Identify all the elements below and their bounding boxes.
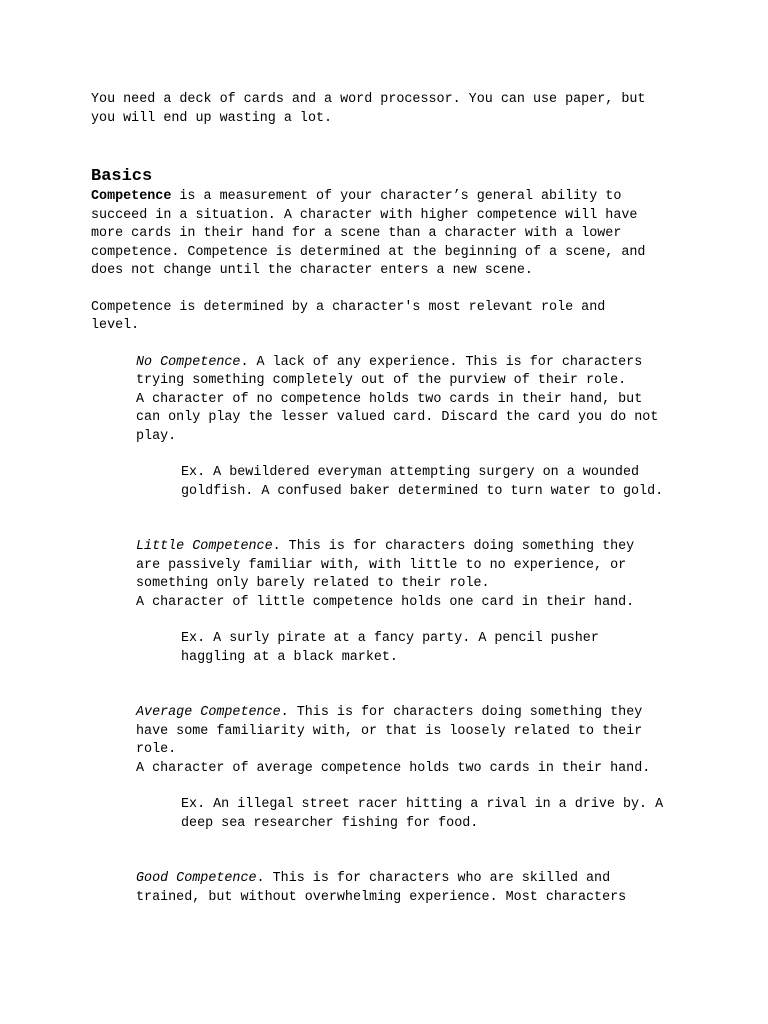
example-little-competence bbox=[181, 630, 701, 667]
example-line: Ex. An illegal street racer hitting a rival in a drive by. A bbox=[181, 797, 664, 812]
level-little-competence bbox=[136, 538, 696, 612]
definition-line: more cards in their hand for a scene than a character with a lower bbox=[91, 226, 622, 241]
example-line: deep sea researcher fishing for food. bbox=[181, 815, 479, 831]
definition-line: competence. Competence is determined at the beginning of a scene, and bbox=[91, 244, 646, 260]
definition-line: does not change until the character enters a new scene. bbox=[91, 263, 533, 278]
document-page bbox=[91, 91, 691, 907]
level-line: . This is for characters who are skilled and bbox=[256, 871, 611, 886]
level-average-competence bbox=[136, 704, 696, 778]
level-line: role. bbox=[136, 742, 177, 757]
example-no-competence bbox=[181, 464, 701, 501]
intro-paragraph bbox=[91, 91, 691, 128]
level-line: A character of little competence holds one card in their hand. bbox=[136, 594, 635, 610]
level-name: No Competence bbox=[136, 354, 241, 370]
level-name: Good Competence bbox=[136, 871, 257, 886]
definition-line: succeed in a situation. A character with higher competence will have bbox=[91, 207, 638, 223]
competence-lead bbox=[91, 299, 691, 336]
level-line: something only barely related to their role. bbox=[136, 576, 490, 591]
level-line: A character of average competence holds two cards in their hand. bbox=[136, 760, 651, 776]
level-line: have some familiarity with, or that is loosely related to their bbox=[136, 723, 643, 739]
example-line: goldfish. A confused baker determined to turn water to gold. bbox=[181, 483, 664, 499]
level-line: A character of no competence holds two cards in their hand, but bbox=[136, 391, 643, 407]
competence-term: Competence bbox=[91, 189, 172, 204]
definition-line: is a measurement of your character’s general ability to bbox=[171, 189, 622, 204]
level-line: trained, but without overwhelming experience. Most characters bbox=[136, 889, 627, 905]
level-line: can only play the lesser valued card. Discard the card you do not bbox=[136, 410, 659, 425]
level-line: . A lack of any experience. This is for characters bbox=[240, 354, 643, 370]
intro-line: You need a deck of cards and a word processor. You can use paper, but bbox=[91, 92, 646, 107]
competence-definition bbox=[91, 188, 691, 281]
example-average-competence bbox=[181, 796, 701, 833]
level-line: . This is for characters doing something they bbox=[280, 705, 643, 720]
section-heading-basics: Basics bbox=[91, 167, 153, 186]
intro-line: you will end up wasting a lot. bbox=[91, 110, 333, 126]
level-line: . This is for characters doing something they bbox=[272, 539, 635, 554]
lead-line: Competence is determined by a character's most relevant role and bbox=[91, 299, 606, 315]
example-line: Ex. A bewildered everyman attempting surgery on a wounded bbox=[181, 465, 640, 480]
level-line: are passively familiar with, with little to no experience, or bbox=[136, 557, 627, 573]
level-line: trying something completely out of the purview of their role. bbox=[136, 373, 627, 388]
level-good-competence bbox=[136, 870, 696, 907]
level-name: Average Competence bbox=[136, 705, 281, 720]
level-name: Little Competence bbox=[136, 539, 273, 554]
lead-line: level. bbox=[91, 318, 140, 333]
level-no-competence bbox=[136, 354, 696, 447]
level-line: play. bbox=[136, 428, 177, 444]
example-line: haggling at a black market. bbox=[181, 649, 398, 665]
example-line: Ex. A surly pirate at a fancy party. A pencil pusher bbox=[181, 631, 599, 646]
